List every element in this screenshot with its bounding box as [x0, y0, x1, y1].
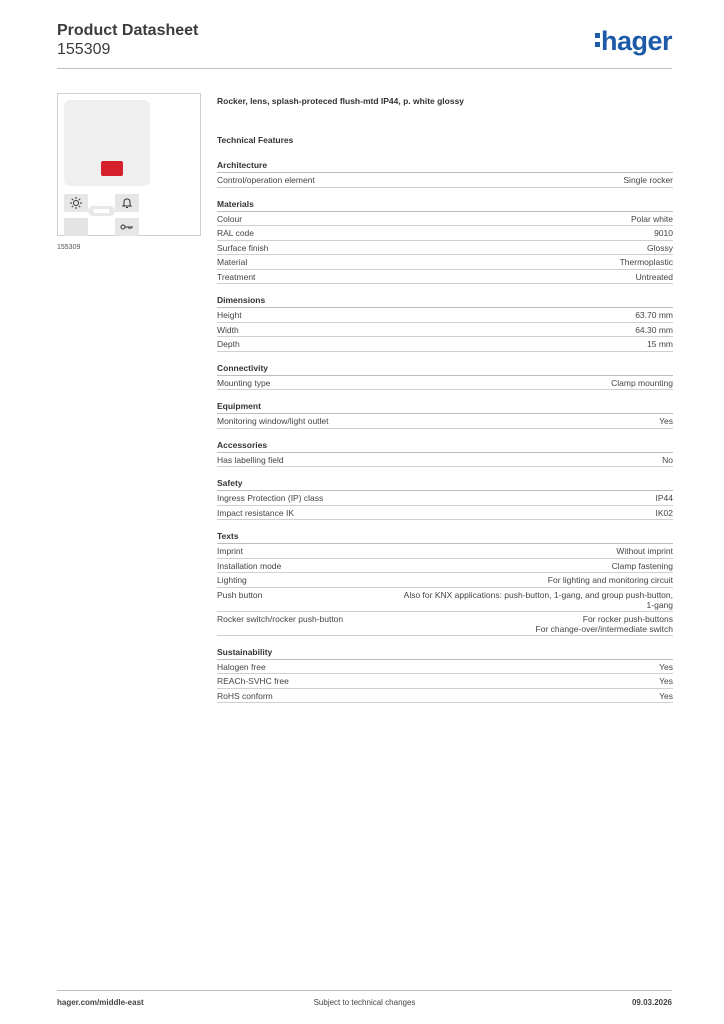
spec-value: 64.30 mm	[635, 324, 673, 335]
spec-row	[217, 506, 673, 521]
spec-label: Has labelling field	[217, 454, 284, 465]
product-number: 155309	[57, 41, 111, 58]
spec-label: Colour	[217, 213, 243, 224]
spec-label: Rocker switch/rocker push-button	[217, 613, 344, 624]
spec-label: Height	[217, 310, 242, 320]
section-safety	[217, 478, 673, 520]
spec-row	[217, 173, 673, 188]
spec-row	[217, 337, 673, 352]
spec-row	[217, 270, 673, 285]
feature-sections	[217, 160, 673, 703]
section-heading: Architecture	[217, 160, 673, 173]
section-heading: Connectivity	[217, 363, 673, 376]
spec-label: Installation mode	[217, 560, 282, 571]
spec-label: Depth	[217, 339, 240, 349]
spec-row	[217, 588, 673, 612]
spec-label: Ingress Protection (IP) class	[217, 493, 324, 503]
spec-value: Untreated	[635, 271, 673, 282]
spec-label: RoHS conform	[217, 690, 273, 701]
spec-value: IK02	[655, 507, 673, 518]
logo-text: hager	[600, 26, 672, 56]
spec-label: Material	[217, 257, 248, 267]
spec-label: Impact resistance IK	[217, 507, 295, 518]
spec-value: Yes	[659, 661, 673, 672]
spec-value: Clamp fastening	[611, 560, 673, 571]
spec-row	[217, 212, 673, 227]
spec-label: RAL code	[217, 228, 255, 238]
spec-row	[217, 414, 673, 429]
section-heading: Texts	[217, 531, 673, 544]
switch-plate	[64, 100, 150, 186]
spec-value: Yes	[659, 690, 673, 701]
spec-value: Also for KNX applications: push-button, 1-gang, and group push-button, 1-gang	[403, 589, 673, 610]
connector-shape	[94, 209, 109, 213]
spec-value: Single rocker	[623, 175, 673, 185]
spec-row	[217, 308, 673, 323]
spec-row	[217, 544, 673, 559]
section-accessories	[217, 440, 673, 468]
spec-row	[217, 689, 673, 704]
section-architecture	[217, 160, 673, 188]
spec-value: No	[662, 454, 673, 465]
spec-value: 15 mm	[647, 339, 673, 349]
spec-value: Clamp mounting	[611, 377, 673, 388]
spec-value: 9010	[654, 228, 673, 238]
spec-label: Surface finish	[217, 242, 269, 253]
spec-row	[217, 660, 673, 675]
indicator-lens	[101, 161, 123, 176]
spec-value: Thermoplastic	[619, 257, 673, 267]
spec-row	[217, 323, 673, 338]
product-name: Rocker, lens, splash-proteced flush-mtd IP44, p. white glossy	[217, 96, 465, 106]
section-heading: Dimensions	[217, 295, 673, 308]
section-texts	[217, 531, 673, 636]
spec-value: Yes	[659, 676, 673, 686]
key-icon	[115, 218, 139, 236]
section-connectivity	[217, 363, 673, 391]
spec-row	[217, 491, 673, 506]
spec-label: Mounting type	[217, 377, 271, 388]
spec-value: 63.70 mm	[635, 310, 673, 320]
bell-icon	[115, 194, 139, 212]
spec-label: Lighting	[217, 575, 247, 585]
spec-row	[217, 559, 673, 574]
section-heading: Materials	[217, 199, 673, 212]
spec-label: Control/operation element	[217, 175, 315, 185]
spec-value: For rocker push-buttons For change-over/intermediate switch	[535, 613, 673, 634]
footer-date: 09.03.2026	[631, 998, 672, 1007]
spec-label: Halogen free	[217, 661, 266, 672]
image-caption: 155309	[57, 244, 81, 251]
spec-value: IP44	[655, 493, 673, 503]
spec-row	[217, 674, 673, 689]
sun-icon	[64, 194, 88, 212]
spec-label: Imprint	[217, 546, 243, 556]
spec-value: Glossy	[647, 242, 673, 253]
spec-row	[217, 376, 673, 391]
section-sustainability	[217, 647, 673, 704]
section-heading: Accessories	[217, 440, 673, 453]
footer-notice: Subject to technical changes	[313, 998, 416, 1007]
datasheet-content	[217, 96, 673, 703]
spec-value: Without imprint	[616, 546, 673, 556]
section-heading: Sustainability	[217, 647, 673, 660]
logo-dots-icon	[595, 32, 600, 48]
header-divider	[57, 68, 672, 69]
spec-value: For lighting and monitoring circuit	[547, 575, 673, 585]
section-equipment	[217, 401, 673, 429]
spec-row	[217, 573, 673, 588]
spec-row	[217, 453, 673, 468]
section-heading: Equipment	[217, 401, 673, 414]
technical-features-heading: Technical Features	[217, 135, 294, 145]
spec-row	[217, 255, 673, 270]
page-title: Product Datasheet	[57, 22, 199, 39]
product-image	[57, 93, 201, 236]
spec-label: Width	[217, 324, 239, 335]
section-heading: Safety	[217, 478, 673, 491]
blank-insert	[64, 218, 88, 236]
section-dimensions	[217, 295, 673, 352]
spec-label: REACh-SVHC free	[217, 676, 289, 686]
spec-value: Polar white	[630, 213, 673, 224]
spec-row	[217, 241, 673, 256]
page-header	[57, 22, 672, 68]
section-materials	[217, 199, 673, 285]
spec-row	[217, 226, 673, 241]
spec-label: Monitoring window/light outlet	[217, 416, 329, 426]
spec-label: Treatment	[217, 271, 256, 282]
footer-website[interactable]: hager.com/middle-east	[57, 998, 144, 1007]
spec-row	[217, 612, 673, 636]
spec-value: Yes	[659, 416, 673, 426]
hager-logo	[595, 26, 672, 57]
spec-label: Push button	[217, 589, 263, 600]
footer-divider	[57, 990, 672, 991]
